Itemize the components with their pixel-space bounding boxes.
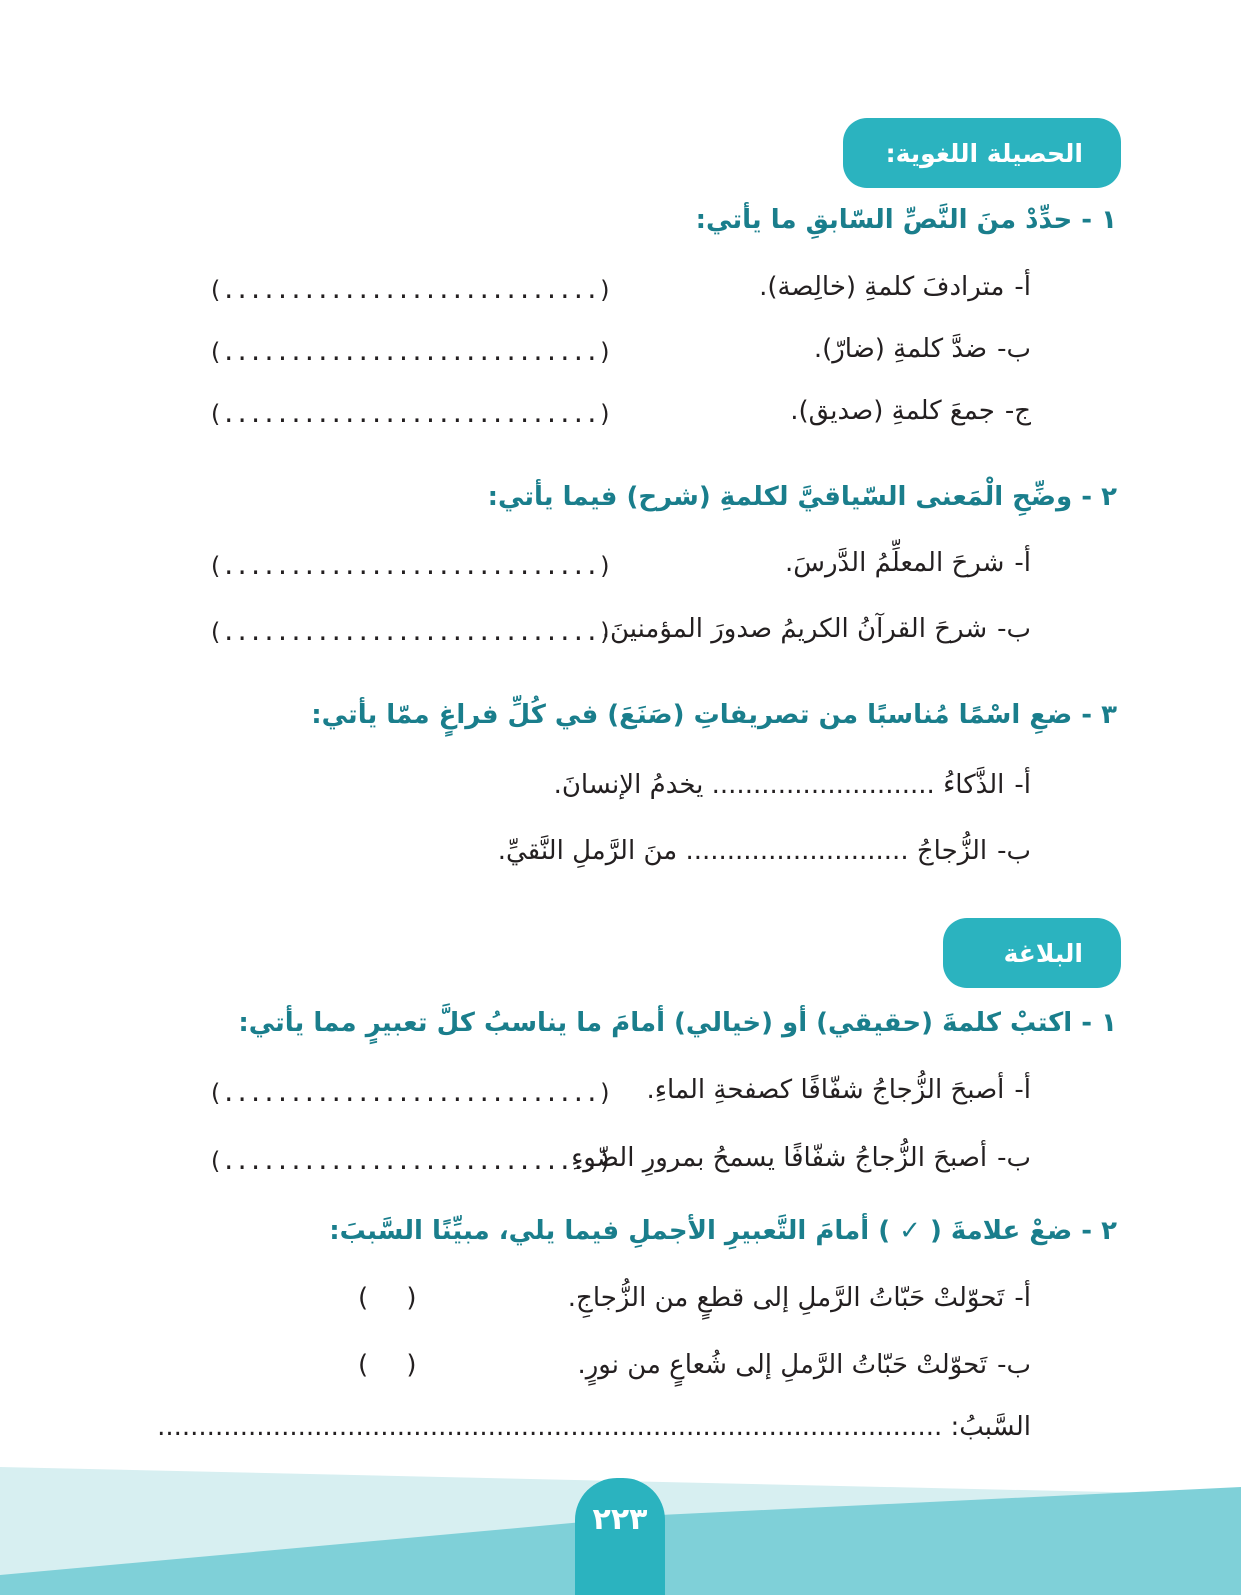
item-letter: ب-	[997, 1350, 1031, 1380]
item-letter: ج-	[1004, 396, 1031, 426]
item-letter: أ-	[1014, 1075, 1031, 1105]
question-text: وضِّحِ الْمَعنى السّياقيَّ لكلمةِ (شرح) فيما يأتي:	[487, 482, 1073, 512]
item-text-after: يخدمُ الإنسانَ.	[553, 770, 704, 800]
fill-in-item	[554, 770, 1031, 800]
item-letter: أ-	[1014, 770, 1031, 800]
question-number: ٢ -	[1081, 1216, 1117, 1246]
item-text-before: الزُّجاجُ	[916, 836, 988, 866]
question-number: ٣ -	[1081, 700, 1117, 730]
question-heading	[488, 482, 1117, 512]
section-title: البلاغة	[1003, 938, 1083, 968]
question-item	[571, 1143, 1031, 1173]
question-heading	[329, 1216, 1117, 1246]
question-text: حدِّدْ منَ النَّصِّ السّابقِ ما يأتي:	[695, 205, 1073, 235]
question-item	[647, 1075, 1031, 1105]
item-letter: ب-	[997, 334, 1031, 364]
item-text-before: الذَّكاءُ	[943, 770, 1005, 800]
question-item	[602, 614, 1031, 644]
item-text: أصبحَ الزُّجاجُ شفّافًا كصفحةِ الماءِ.	[646, 1075, 1005, 1105]
question-heading	[696, 205, 1117, 235]
item-text: شرحَ المعلِّمُ الدَّرسَ.	[784, 548, 1005, 578]
answer-blank[interactable]: (............................)	[208, 276, 612, 304]
reason-label: السَّببُ:	[950, 1412, 1031, 1442]
section-banner-rhetoric	[943, 918, 1121, 988]
answer-blank[interactable]: (............................)	[208, 338, 612, 366]
checkmark-box[interactable]: ( )	[358, 1350, 417, 1380]
page-number: ٢٢٣	[592, 1502, 648, 1537]
item-text: جمعَ كلمةِ (صديق).	[790, 396, 995, 426]
answer-blank[interactable]: (............................)	[208, 1147, 612, 1175]
question-heading	[311, 700, 1117, 730]
item-letter: أ-	[1014, 1283, 1031, 1313]
section-banner-lexicon	[843, 118, 1121, 188]
question-item	[568, 1283, 1031, 1313]
question-number: ١ -	[1081, 205, 1117, 235]
item-text: أصبحَ الزُّجاجُ شفّافًا يسمحُ بمرورِ الضّوءِ	[571, 1143, 988, 1173]
answer-blank[interactable]: (............................)	[208, 400, 612, 428]
question-text: ضعِ اسْمًا مُناسبًا من تصريفاتِ (صَنَعَ) في كُلِّ فراغٍ ممّا يأتي:	[311, 700, 1073, 730]
question-heading	[238, 1008, 1117, 1038]
question-item	[814, 334, 1031, 364]
fill-blank[interactable]: ...........................	[711, 770, 935, 800]
item-letter: ب-	[997, 836, 1031, 866]
item-text: مترادفَ كلمةِ (خالِصة).	[759, 272, 1005, 302]
reason-line	[157, 1412, 1031, 1442]
item-letter: أ-	[1014, 272, 1031, 302]
item-letter: أ-	[1014, 548, 1031, 578]
section-title: الحصيلة اللغوية:	[885, 138, 1083, 168]
question-item	[759, 272, 1031, 302]
item-text: شرحَ القرآنُ الكريمُ صدورَ المؤمنينَ.	[601, 614, 988, 644]
question-item	[790, 396, 1031, 426]
item-letter: ب-	[997, 1143, 1031, 1173]
answer-blank[interactable]: (............................)	[208, 618, 612, 646]
question-item	[785, 548, 1031, 578]
item-text: تَحوّلتْ حَبّاتُ الرَّملِ إلى شُعاعٍ من نورٍ.	[577, 1350, 988, 1380]
answer-blank[interactable]: (............................)	[208, 1079, 612, 1107]
item-letter: ب-	[997, 614, 1031, 644]
question-item	[577, 1350, 1031, 1380]
question-number: ١ -	[1081, 1008, 1117, 1038]
item-text: ضدَّ كلمةِ (ضارّ).	[813, 334, 988, 364]
item-text-after: منَ الرَّملِ النَّقيِّ.	[497, 836, 678, 866]
question-text: اكتبْ كلمةَ (حقيقي) أو (خيالي) أمامَ ما يناسبُ كلَّ تعبيرٍ مما يأتي:	[238, 1008, 1073, 1038]
question-text: ضعْ علامةَ ( ✓ ) أمامَ التَّعبيرِ الأجملِ فيما يلي، مبيِّنًا السَّببَ:	[329, 1216, 1073, 1246]
checkmark-box[interactable]: ( )	[358, 1283, 417, 1313]
question-number: ٢ -	[1081, 482, 1117, 512]
fill-blank[interactable]: ...........................	[685, 836, 909, 866]
reason-blank[interactable]: ...............................................................................................	[157, 1412, 943, 1442]
fill-in-item	[498, 836, 1031, 866]
item-text: تَحوّلتْ حَبّاتُ الرَّملِ إلى قطعٍ من الزُّجاجِ.	[567, 1283, 1005, 1313]
answer-blank[interactable]: (............................)	[208, 552, 612, 580]
